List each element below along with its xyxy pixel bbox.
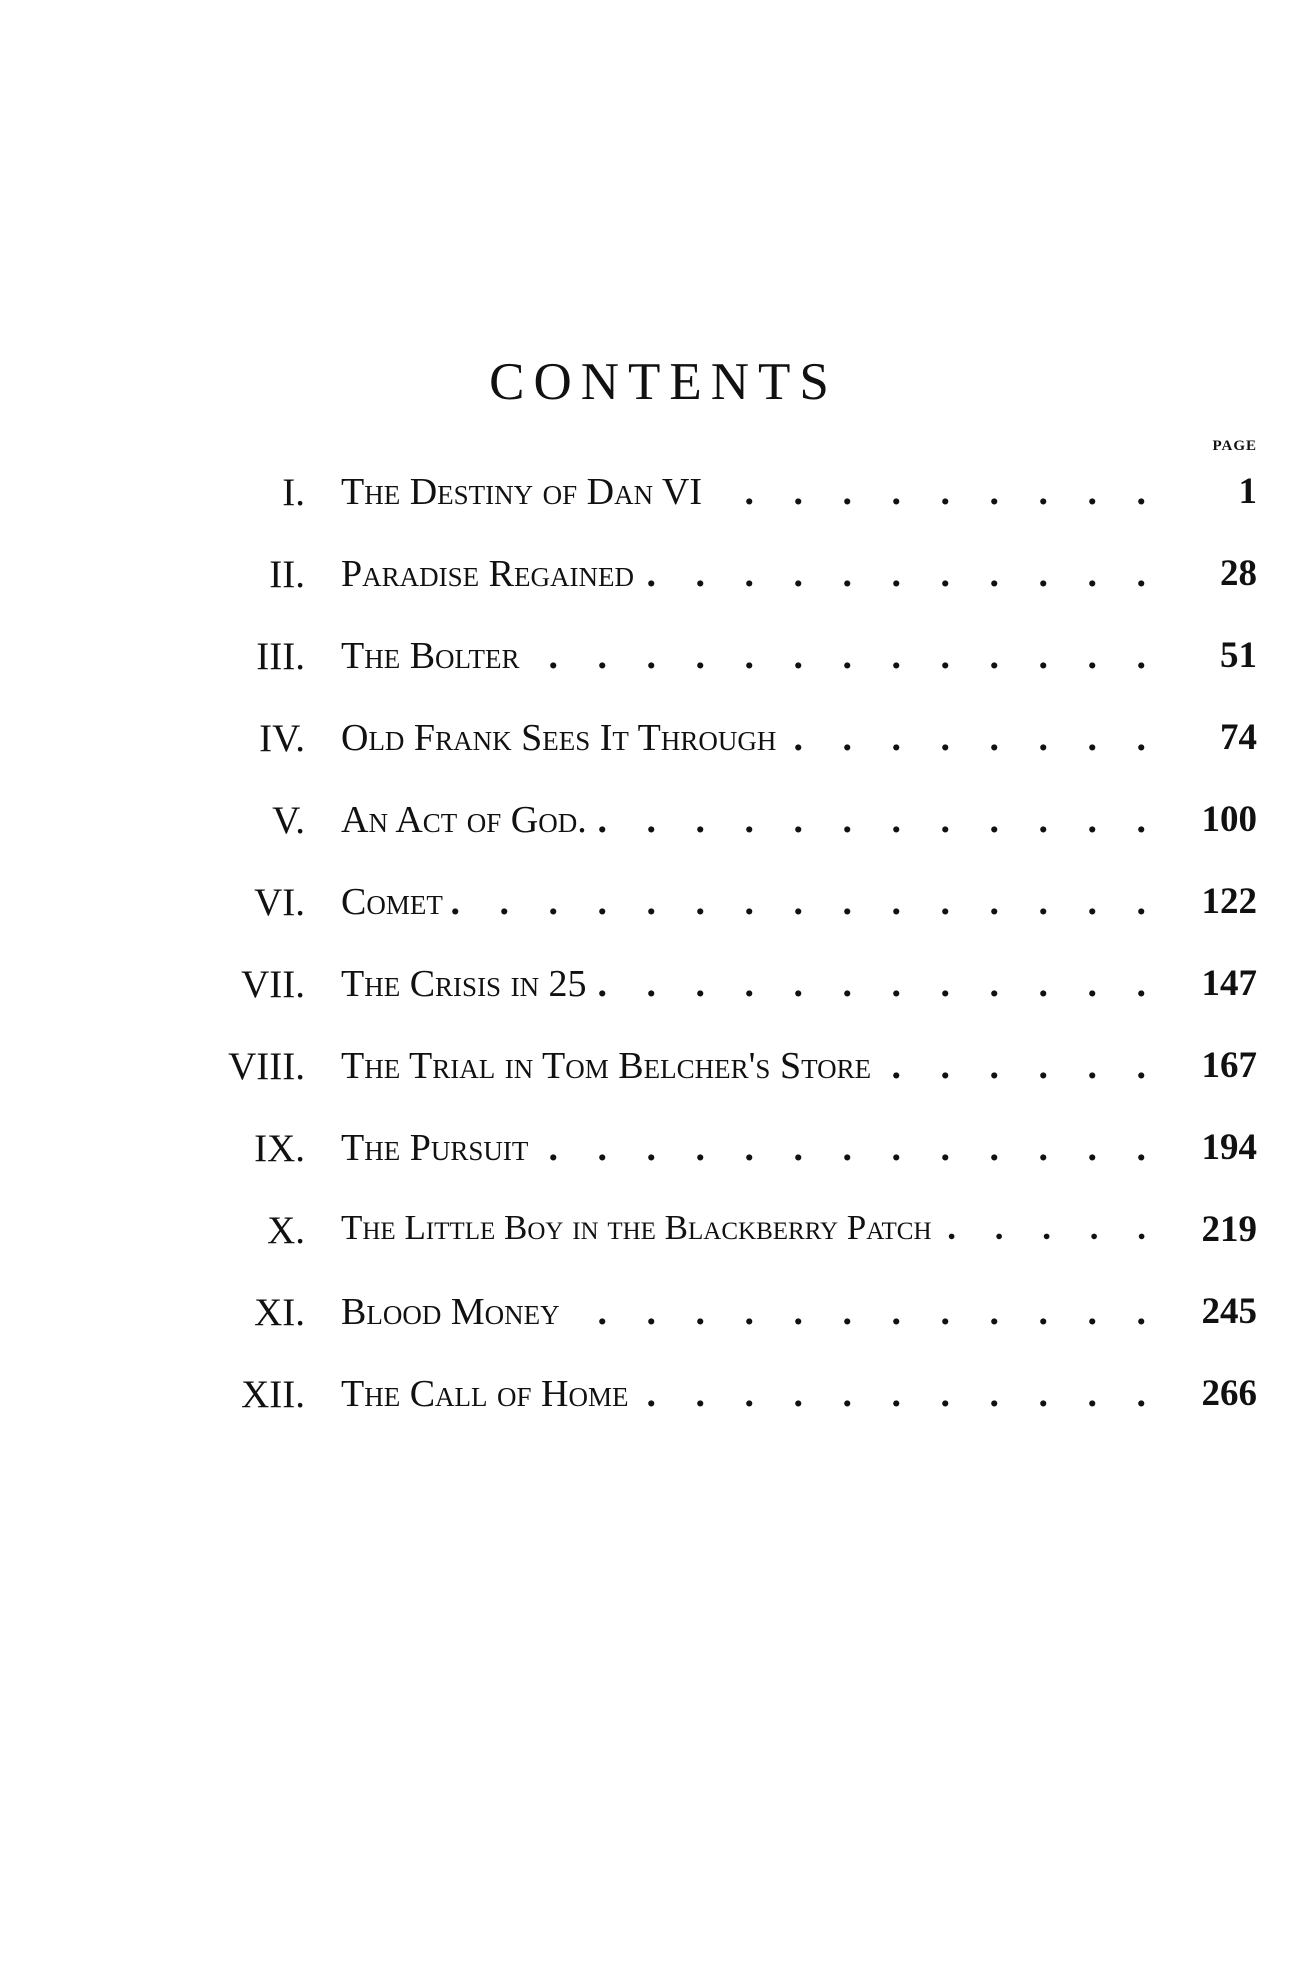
chapter-title bbox=[341, 1208, 1171, 1248]
chapter-number: VI. bbox=[254, 881, 305, 924]
toc-entry bbox=[0, 1044, 1305, 1104]
chapter-number: IX. bbox=[254, 1127, 305, 1170]
chapter-title bbox=[341, 634, 1171, 678]
chapter-number: IV. bbox=[259, 717, 305, 760]
chapter-title-text: Paradise Regained bbox=[341, 553, 642, 595]
toc-entry bbox=[0, 962, 1305, 1022]
chapter-title-text: The Pursuit bbox=[341, 1127, 536, 1169]
chapter-title bbox=[341, 880, 1171, 924]
chapter-page: 219 bbox=[1201, 1209, 1257, 1250]
chapter-number: I. bbox=[282, 471, 305, 514]
toc-entry bbox=[0, 716, 1305, 776]
chapter-page: 100 bbox=[1201, 799, 1257, 840]
chapter-title bbox=[341, 1290, 1171, 1334]
toc-entry bbox=[0, 470, 1305, 530]
chapter-number: XI. bbox=[254, 1291, 305, 1334]
chapter-page: 245 bbox=[1201, 1291, 1257, 1332]
chapter-title bbox=[341, 716, 1171, 760]
chapter-page: 266 bbox=[1201, 1373, 1257, 1414]
toc-entry bbox=[0, 1208, 1305, 1268]
chapter-number: X. bbox=[267, 1209, 305, 1252]
chapter-page: 147 bbox=[1201, 963, 1257, 1004]
chapter-title-text: The Call of Home bbox=[341, 1373, 637, 1415]
chapter-title bbox=[341, 798, 1171, 842]
chapter-page: 51 bbox=[1220, 635, 1257, 676]
contents-heading: CONTENTS bbox=[489, 353, 838, 411]
chapter-number: II. bbox=[269, 553, 305, 596]
chapter-title-text: The Bolter bbox=[341, 635, 528, 677]
chapter-number: III. bbox=[256, 635, 305, 678]
chapter-number: VII. bbox=[241, 963, 305, 1006]
chapter-page: 122 bbox=[1201, 881, 1257, 922]
toc-entry bbox=[0, 552, 1305, 612]
chapter-page: 1 bbox=[1238, 471, 1257, 512]
page-column-label: PAGE bbox=[1212, 438, 1257, 454]
chapter-number: VIII. bbox=[228, 1045, 305, 1088]
toc-entry bbox=[0, 798, 1305, 858]
chapter-title-text: The Destiny of Dan VI bbox=[341, 471, 710, 513]
chapter-title-text: Blood Money bbox=[341, 1291, 568, 1333]
chapter-title bbox=[341, 1044, 1171, 1088]
chapter-title bbox=[341, 962, 1171, 1006]
toc-entry bbox=[0, 880, 1305, 940]
chapter-page: 74 bbox=[1220, 717, 1257, 758]
chapter-title bbox=[341, 1126, 1171, 1170]
chapter-number: V. bbox=[272, 799, 305, 842]
chapter-title-text: The Little Boy in the Blackberry Patch bbox=[341, 1208, 940, 1247]
toc-entry bbox=[0, 1126, 1305, 1186]
chapter-title-text: The Trial in Tom Belcher's Store bbox=[341, 1045, 879, 1087]
chapter-number: XII. bbox=[241, 1373, 305, 1416]
chapter-title bbox=[341, 470, 1171, 514]
chapter-title-text: Old Frank Sees It Through bbox=[341, 717, 784, 759]
chapter-page: 167 bbox=[1201, 1045, 1257, 1086]
chapter-title-text: An Act of God. bbox=[341, 799, 595, 841]
toc-entry bbox=[0, 1372, 1305, 1432]
chapter-title-text: The Crisis in 25 bbox=[341, 963, 595, 1005]
toc-entry bbox=[0, 634, 1305, 694]
toc-entry bbox=[0, 1290, 1305, 1350]
chapter-title-text: Comet bbox=[341, 881, 451, 923]
chapter-page: 28 bbox=[1220, 553, 1257, 594]
chapter-title bbox=[341, 552, 1171, 596]
chapter-page: 194 bbox=[1201, 1127, 1257, 1168]
chapter-title bbox=[341, 1372, 1171, 1416]
